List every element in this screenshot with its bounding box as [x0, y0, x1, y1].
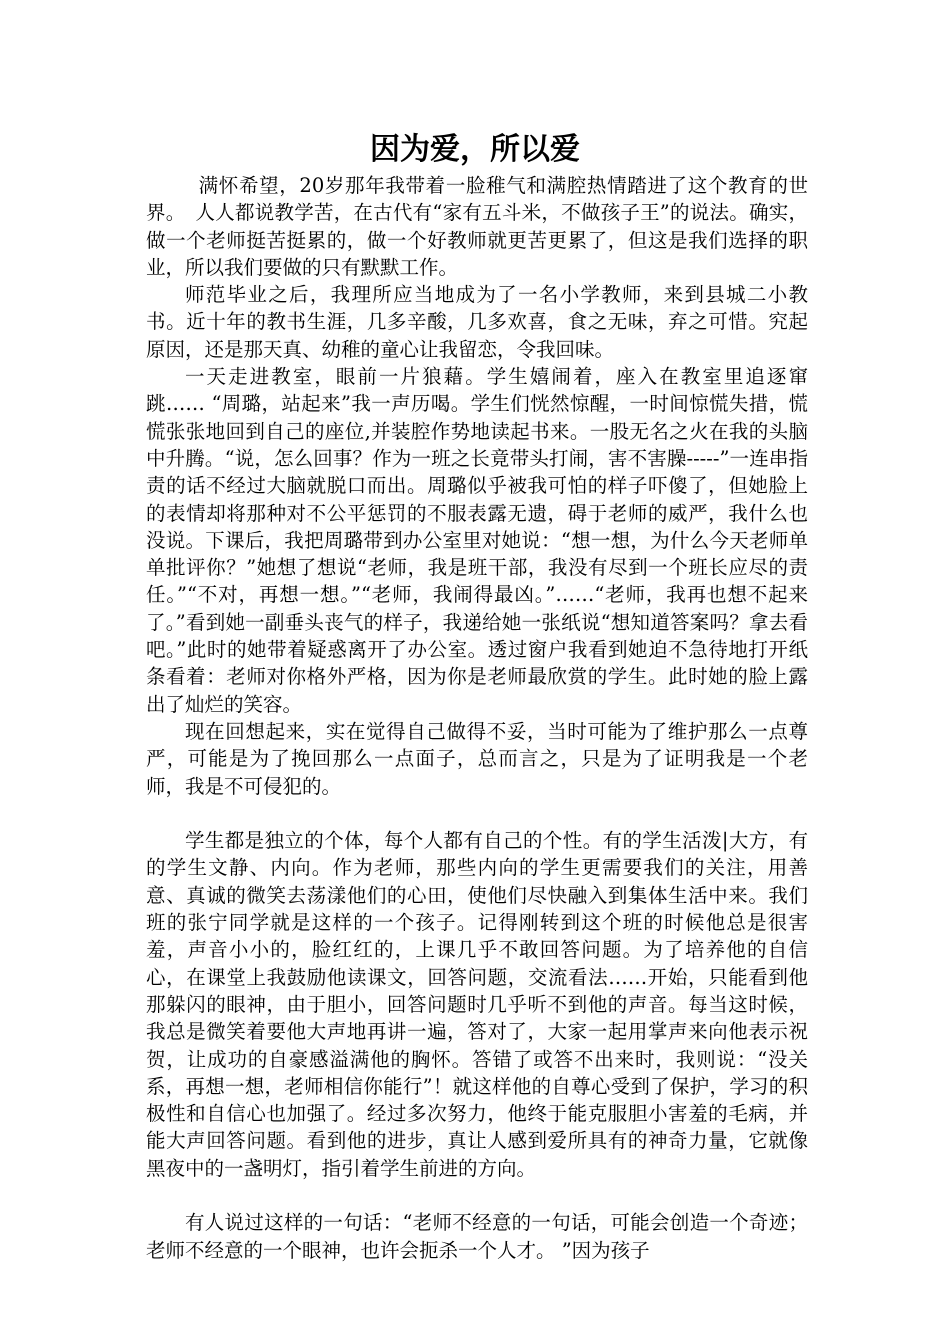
paragraph-4: 现在回想起来，实在觉得自己做得不妥，当时可能为了维护那么一点尊严，可能是为了挽回那么一点面子，总而言之，只是为了证明我是一个老师，我是不可侵犯的。 [146, 719, 808, 798]
document-body [146, 172, 808, 1264]
paragraph-6: 有人说过这样的一句话：“老师不经意的一句话，可能会创造一个奇迹；老师不经意的一个眼神，也许会扼杀一个人才。 ”因为孩子 [146, 1211, 808, 1262]
paragraph-spacer [146, 1182, 808, 1209]
paragraph-3: 一天走进教室，眼前一片狼藉。学生嬉闹着，座入在教室里追逐窜跳…… “周璐，站起来”我一声历喝。学生们恍然惊醒，一时间惊慌失措，慌慌张张地回到自己的座位,并装腔作势地读起书来。一股无名之火在我的头脑中升腾。“说，怎么回事？作为一班之长竟带头打闹，害不害臊-----”一连串指责的话不经过大脑就脱口而出。周璐似乎被我可怕的样子吓傻了，但她脸上的表情却将那种对不公平惩罚的不服表露无遗，碍于老师的威严，我什么也没说。下课后，我把周璐带到办公室里对她说：“想一想，为什么今天老师单单批评你？”她想了想说“老师，我是班干部，我没有尽到一个班长应尽的责任。”“不对，再想一想。”“老师，我闹得最凶。”……“老师，我再也想不起来了。”看到她一副垂头丧气的样子，我递给她一张纸说“想知道答案吗？拿去看吧。”此时的她带着疑惑离开了办公室。透过窗户我看到她迫不急待地打开纸条看着：老师对你格外严格，因为你是老师最欣赏的学生。此时她的脸上露出了灿烂的笑容。 [146, 365, 808, 716]
paragraph-spacer [146, 800, 808, 827]
paragraph-5: 学生都是独立的个体，每个人都有自己的个性。有的学生活泼|大方，有的学生文静、内向。作为老师，那些内向的学生更需要我们的关注，用善意、真诚的微笑去荡漾他们的心田，使他们尽快融入到集体生活中来。我们班的张宁同学就是这样的一个孩子。记得刚转到这个班的时候他总是很害羞，声音小小的，脸红红的，上课几乎不敢回答问题。为了培养他的自信心，在课堂上我鼓励他读课文，回答问题，交流看法……开始，只能看到他那躲闪的眼神，由于胆小，回答问题时几乎听不到他的声音。每当这时候，我总是微笑着要他大声地再讲一遍，答对了，大家一起用掌声来向他表示祝贺，让成功的自豪感溢满他的胸怀。答错了或答不出来时，我则说：“没关系，再想一想，老师相信你能行”！就这样他的自尊心受到了保护，学习的积极性和自信心也加强了。经过多次努力，他终于能克服胆小害羞的毛病，并能大声回答问题。看到他的进步，真让人感到爱所具有的神奇力量，它就像黑夜中的一盏明灯，指引着学生前进的方向。 [146, 829, 808, 1180]
document-title: 因为爱，所以爱 [370, 132, 580, 167]
paragraph-2: 师范毕业之后，我理所应当地成为了一名小学教师，来到县城二小教书。近十年的教书生涯，几多辛酸，几多欢喜，食之无味，弃之可惜。究起原因，还是那天真、幼稚的童心让我留恋，令我回味。 [146, 283, 808, 361]
paragraph-1: 满怀希望，20岁那年我带着一脸稚气和满腔热情踏进了这个教育的世界。 人人都说教学苦，在古代有“家有五斗米，不做孩子王”的说法。确实，做一个老师挺苦挺累的，做一个好教师就更苦更累了，但这是我们选择的职业，所以我们要做的只有默默工作。 [146, 174, 808, 279]
